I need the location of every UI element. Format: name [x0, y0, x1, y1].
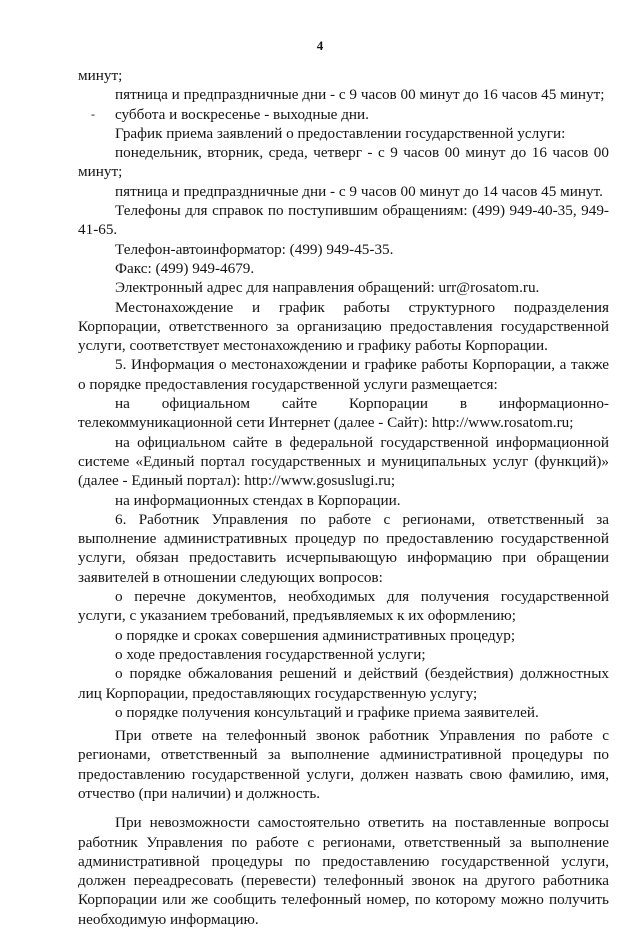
paragraph-4: График приема заявлений о предоставлении государственной услуги: [115, 124, 566, 142]
document-body [78, 66, 609, 929]
paragraph-10: Электронный адрес для направления обращений: urr@rosatom.ru. [115, 279, 540, 297]
saturday-line [78, 105, 609, 124]
paragraph-2: пятница и предпраздничные дни - с 9 часов 00 минут до 16 часов 45 минут; [115, 86, 605, 104]
paragraph-14: на официальном сайте в федеральной государственной информационной системе «Единый портал государственных и муниципальных услуг (функций)» (далее - Единый портал): http://www.gosuslugi.ru; [78, 433, 609, 490]
paragraph-18: о порядке и сроках совершения административных процедур; [115, 626, 516, 644]
paragraph-6: пятница и предпраздничные дни - с 9 часов 00 минут до 14 часов 45 минут. [115, 182, 603, 200]
paragraph-20: о порядке обжалования решений и действий (бездействия) должностных лиц Корпорации, предоставляющих государственную услугу; [78, 665, 609, 702]
paragraph-15: на информационных стендах в Корпорации. [115, 491, 401, 509]
paragraph-3: суббота и воскресенье - выходные дни. [115, 105, 369, 123]
paragraph-12: 5. Информация о местонахождении и графике работы Корпорации, а также о порядке предоставления государственной услуги размещается: [78, 356, 609, 393]
paragraph-21: о порядке получения консультаций и графике приема заявителей. [115, 703, 539, 721]
paragraph-5: понедельник, вторник, среда, четверг - с 9 часов 00 минут до 16 часов 00 минут; [78, 144, 609, 181]
paragraph-9: Факс: (499) 949-4679. [115, 259, 255, 277]
paragraph-7: Телефоны для справок по поступившим обращениям: (499) 949-40-35, 949-41-65. [78, 202, 609, 239]
paragraph-16: 6. Работник Управления по работе с регионами, ответственный за выполнение административных процедур по предоставлению государственной услуги, обязан предоставить исчерпывающую информацию при обращении заявителей в отношении следующих вопросов: [78, 510, 609, 586]
paragraph-17: о перечне документов, необходимых для получения государственной услуги, с указанием требований, предъявляемых к их оформлению; [78, 588, 609, 625]
paragraph-22: При ответе на телефонный звонок работник Управления по работе с регионами, ответственный за выполнение административной процедуры по предоставлению государственной услуги, должен назвать свою фамилию, имя, отчество (при наличии) и должность. [78, 727, 609, 802]
paragraph-13: на официальном сайте Корпорации в информационно-телекоммуникационной сети Интернет (далее - Сайт): http://www.rosatom.ru; [78, 395, 609, 432]
paragraph-11: Местонахождение и график работы структурного подразделения Корпорации, ответственного за организацию предоставления государственной услуги, соответствует местонахождению и графику работы Корпорации. [78, 298, 609, 355]
margin-dash-mark: - [91, 106, 95, 121]
page-number: 4 [316, 38, 324, 53]
paragraph-1: минут; [78, 67, 123, 84]
paragraph-19: о ходе предоставления государственной услуги; [115, 645, 426, 663]
paragraph-23: При невозможности самостоятельно ответить на поставленные вопросы работник Управления по работе с регионами, ответственный за выполнение административной процедуры по предоставлению государственной услуги, должен переадресовать (перевести) телефонный звонок на другого работника Корпорации или же сообщить телефонный номер, по которому можно получить необходимую информацию. [78, 814, 609, 928]
paragraph-8: Телефон-автоинформатор: (499) 949-45-35. [115, 240, 394, 258]
